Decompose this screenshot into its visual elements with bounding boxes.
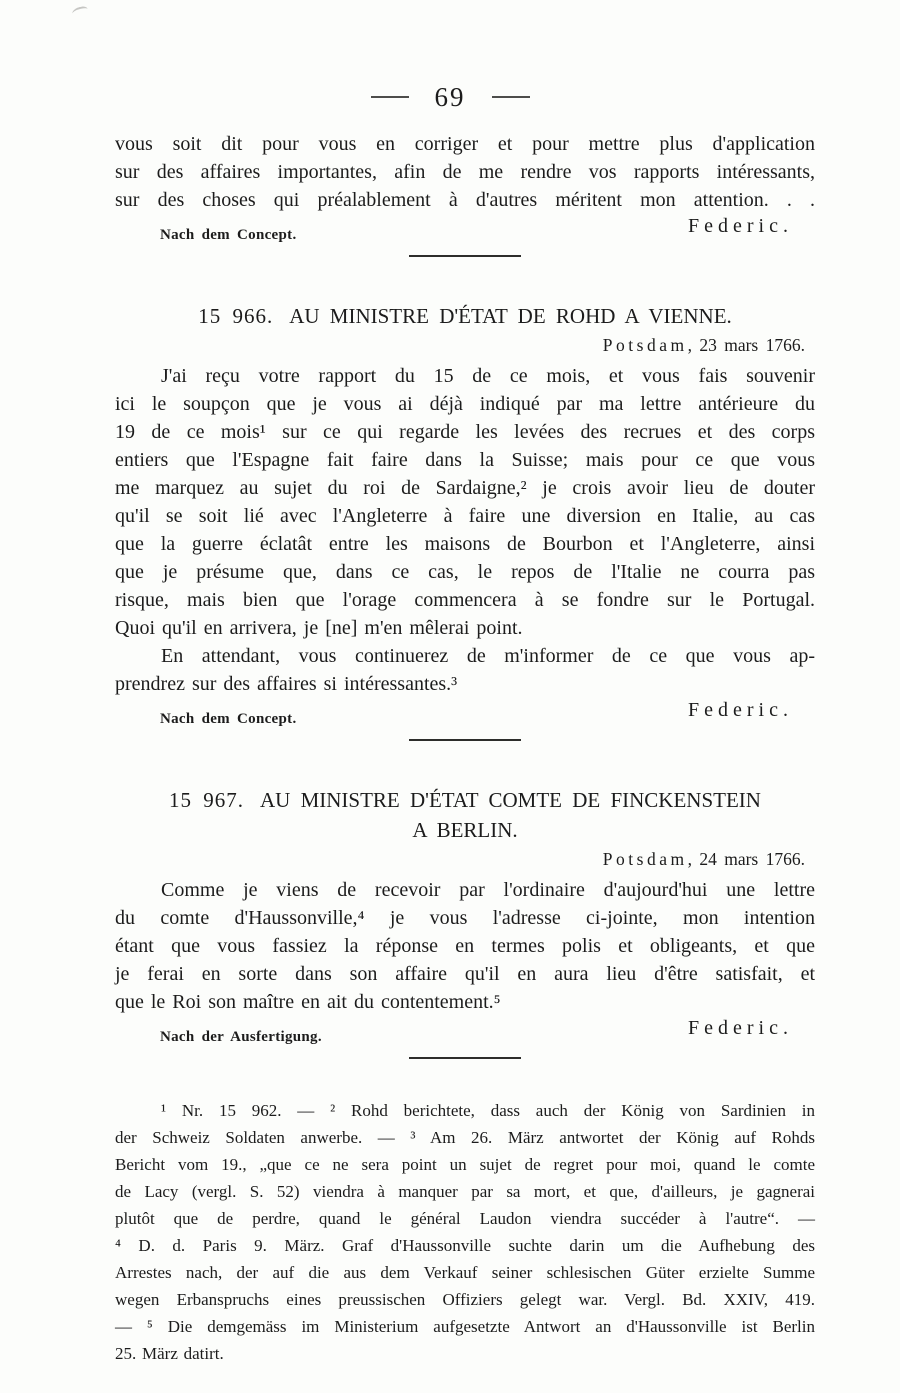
letter-15967 xyxy=(115,785,815,1059)
text-line: Comme je viens de recevoir par l'ordinaire d'aujourd'hui une lettre xyxy=(161,879,815,901)
text-line: je ferai en sorte dans son affaire qu'il en aura lieu d'être satisfait, et xyxy=(115,963,815,985)
intro-letter-body xyxy=(115,130,815,214)
text-line: plutôt que de perdre, quand le général Laudon viendra succéder à l'autre“. — xyxy=(115,1209,815,1228)
page-number: 69 xyxy=(434,82,466,112)
text-line: Bericht vom 19., „que ce ne sera point un sujet de regret pour moi, quand le comte xyxy=(115,1155,815,1174)
dateline-date: , 23 mars 1766. xyxy=(687,335,805,355)
page-header xyxy=(0,0,900,114)
letter-heading xyxy=(115,785,815,815)
text-line: ¹ Nr. 15 962. — ² Rohd berichtete, dass auch der König von Sardinien in xyxy=(161,1101,815,1120)
text-line: J'ai reçu votre rapport du 15 de ce mois, et vous fais souvenir xyxy=(161,365,815,387)
text-line: Quoi qu'il en arrivera, je [ne] m'en mêlerai point. xyxy=(115,617,523,639)
text-line: sur des affaires importantes, afin de me rendre vos rapports intéressants, xyxy=(115,161,815,183)
text-line: de Lacy (vergl. S. 52) viendra à manquer par sa mort, et que, d'ailleurs, je gagnerai xyxy=(115,1182,815,1201)
text-line: 19 de ce mois¹ sur ce qui regarde les levées des recrues et des corps xyxy=(115,421,815,443)
paragraph xyxy=(115,362,815,642)
page-number-dash-right xyxy=(492,96,530,98)
text-line: que le Roi son maître en ait du contentement.⁵ xyxy=(115,991,501,1013)
text-column xyxy=(115,130,815,1367)
paragraph xyxy=(115,876,815,1016)
letter-footer xyxy=(115,1016,815,1052)
letter-heading xyxy=(115,301,815,331)
paragraph xyxy=(115,1097,815,1367)
text-line: qu'il se soit lié avec l'Angleterre à faire une diversion en Italie, au cas xyxy=(115,505,815,527)
section-divider xyxy=(409,1057,521,1059)
dateline xyxy=(115,848,815,871)
text-line: En attendant, vous continuerez de m'informer de ce que vous ap- xyxy=(161,645,815,667)
text-line: der Schweiz Soldaten anwerbe. — ³ Am 26. März antwortet der König auf Rohds xyxy=(115,1128,815,1147)
letter-title-line2: A BERLIN. xyxy=(412,818,518,842)
text-line: 25. März datirt. xyxy=(115,1344,224,1363)
text-line: que je présume que, dans ce cas, le repos de l'Italie ne courra pas xyxy=(115,561,815,583)
footnotes-block xyxy=(115,1097,815,1367)
text-line: — ⁵ Die demgemäss im Ministerium aufgesetzte Antwort an d'Haussonville ist Berlin xyxy=(115,1317,815,1336)
intro-letter-footer xyxy=(115,214,815,250)
paragraph xyxy=(115,642,815,698)
page-number-dash-left xyxy=(371,96,409,98)
text-line: que la guerre éclatât entre les maisons de Bourbon et l'Angleterre, ainsi xyxy=(115,533,815,555)
attribution-label: Nach der Ausfertigung. xyxy=(160,1029,322,1045)
text-line: Arrestes nach, der auf die aus dem Verkauf seiner schlesischen Güter erzielte Summe xyxy=(115,1263,815,1282)
letter-15966 xyxy=(115,301,815,741)
section-divider xyxy=(409,255,521,257)
dateline-place: Potsdam xyxy=(602,849,688,869)
letter-body xyxy=(115,362,815,698)
signature: Federic. xyxy=(688,699,793,721)
dateline-date: , 24 mars 1766. xyxy=(687,849,805,869)
text-line: me marquez au sujet du roi de Sardaigne,² je crois avoir lieu de douter xyxy=(115,477,815,499)
letter-number: 15 966. xyxy=(198,304,274,328)
dateline-place: Potsdam xyxy=(602,335,688,355)
text-line: ⁴ D. d. Paris 9. März. Graf d'Haussonville suchte darin um die Aufhebung des xyxy=(115,1236,815,1255)
dateline xyxy=(115,334,815,357)
text-line: entiers que l'Espagne fait faire dans la Suisse; mais pour ce que vous xyxy=(115,449,815,471)
text-line: sur des choses qui préalablement à d'autres méritent mon attention. . . xyxy=(115,189,815,211)
signature: Federic. xyxy=(688,215,793,237)
letter-number: 15 967. xyxy=(169,788,245,812)
attribution-label: Nach dem Concept. xyxy=(160,711,297,727)
paragraph xyxy=(115,130,815,214)
text-line: prendrez sur des affaires si intéressantes.³ xyxy=(115,673,458,695)
signature: Federic. xyxy=(688,1017,793,1039)
letter-footer xyxy=(115,698,815,734)
letter-title: AU MINISTRE D'ÉTAT COMTE DE FINCKENSTEIN xyxy=(260,788,761,812)
text-line: étant que vous fassiez la réponse en termes polis et obligeants, et que xyxy=(115,935,815,957)
attribution-label: Nach dem Concept. xyxy=(160,227,297,243)
letter-body xyxy=(115,876,815,1016)
text-line: wegen Erbanspruchs eines preussischen Offiziers gelegt war. Vergl. Bd. XXIV, 419. xyxy=(115,1290,815,1309)
section-divider xyxy=(409,739,521,741)
letter-title: AU MINISTRE D'ÉTAT DE ROHD A VIENNE. xyxy=(289,304,732,328)
text-line: risque, mais bien que l'orage commencera à se fondre sur le Portugal. xyxy=(115,589,815,611)
text-line: ici le soupçon que je vous ai déjà indiqué par ma lettre antérieure du xyxy=(115,393,815,415)
text-line: du comte d'Haussonville,⁴ je vous l'adresse ci-jointe, mon intention xyxy=(115,907,815,929)
text-line: vous soit dit pour vous en corriger et pour mettre plus d'application xyxy=(115,133,815,155)
